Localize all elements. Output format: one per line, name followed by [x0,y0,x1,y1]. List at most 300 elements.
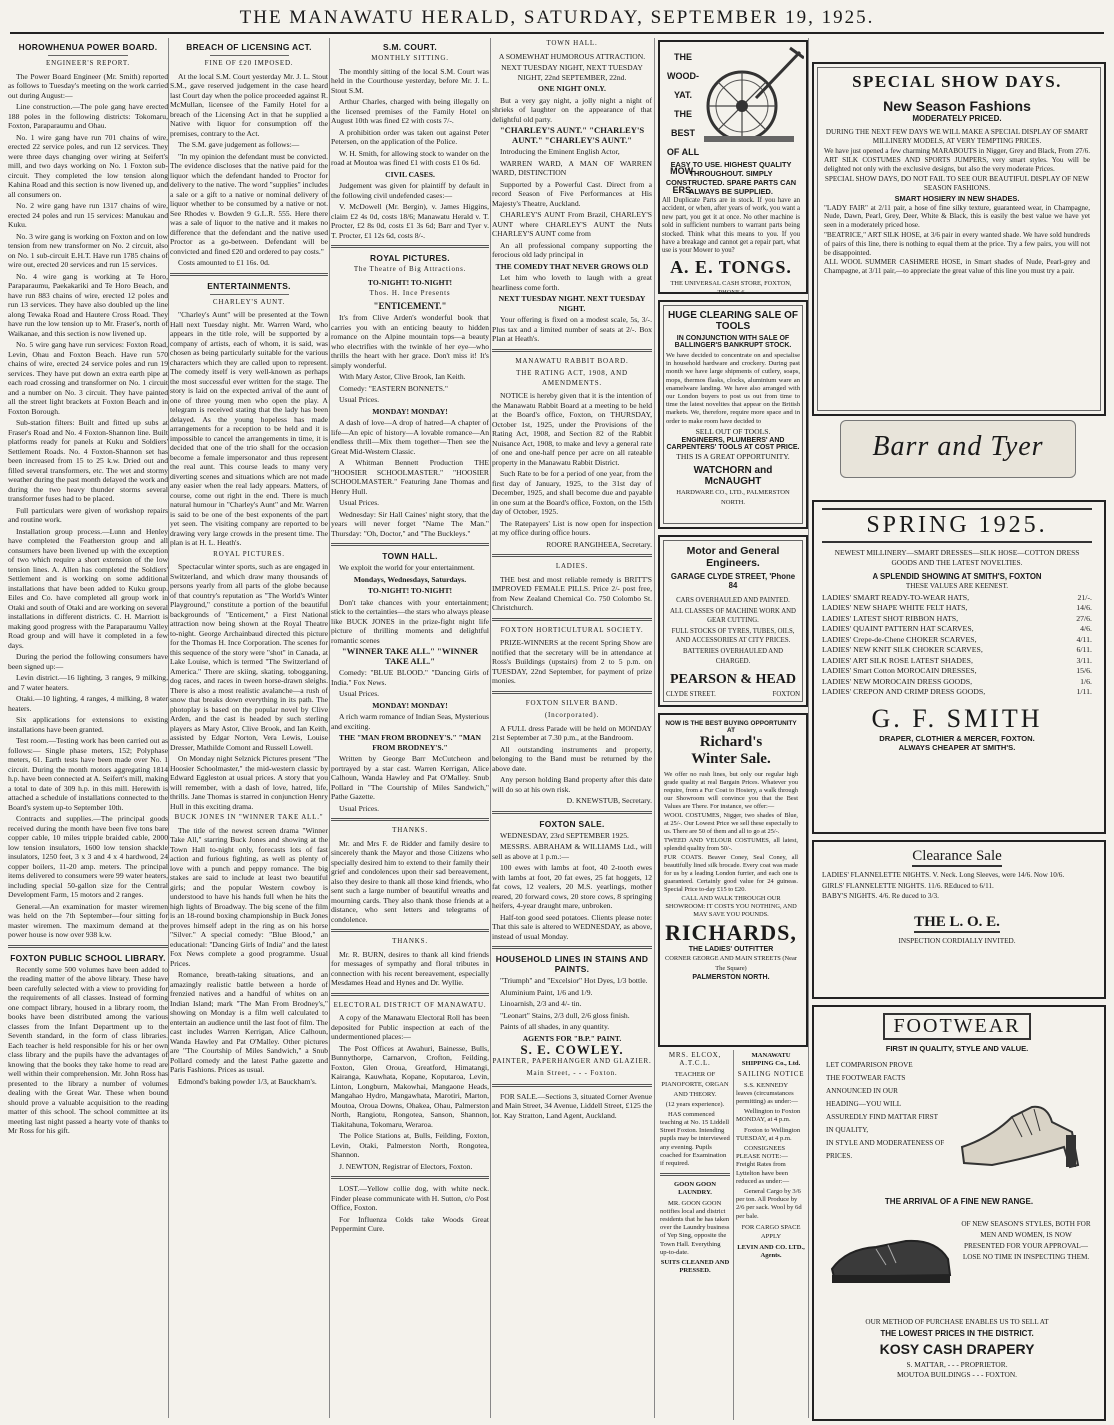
price-item: LADIES' NEW KNIT SILK CHOKER SCARVES, [822,645,983,655]
advertiser-name: KOSY CASH DRAPERY [879,1340,1035,1357]
paragraph: "Triumph" and "Excelsior" Hot Dyes, 1/3 bottle. [500,976,648,985]
article-subheading: BUCK JONES IN "WINNER TAKE ALL." [174,813,324,821]
advert-barr-tyer [812,62,1106,416]
show-title: "CHARLEY'S AUNT." "CHARLEY'S AUNT." "CHARLEY'S AUNT." [499,125,645,145]
shoe-icon [952,1077,1092,1177]
advert-line: YAT. [673,90,692,100]
price-row [822,677,1092,688]
advert-line: TO-NIGHT! TO-NIGHT! [367,277,453,287]
paragraph: A Whitman Bennett Production THE "HOOSIER SCHOOLMASTER." "HOOSIER SCHOOLMASTER." Featuring Jane Thomas and Henry Hull. [331,458,489,496]
article-heading: FOXTON PUBLIC SCHOOL LIBRARY. [10,952,166,963]
advert-item: FUR COATS. Beaver Coney, Seal Coney, all beautifully lined silk brocade. Every coat was made for us by a leading London furrier, and each one is guaranteed. Certainly good value for 24 guineas. Special Price to-day £15 to £20. [664,854,798,893]
paragraph: With Mary Astor, Clive Brook, Ian Keith. [339,372,466,381]
advert-line: Main Street, - - - Foxton. [526,1069,618,1077]
divider [331,245,489,248]
paragraph: HAS commenced teaching at No. 15 Liddell Street Foxton. Intending pupils may be interviewed any evening. Pupils coached for Examination if required. [660,1110,730,1167]
advert-footer: HARDWARE CO., LTD., PALMERSTON NORTH. [676,489,790,506]
price-value: 4/6. [1080,624,1092,634]
paragraph: During the period the following consumers have been signed up:— [8,652,168,671]
paragraph: Wellington to Foxton MONDAY, at 4 p.m. [736,1108,801,1124]
paragraph: A FULL dress Parade will be held on MONDAY 21st September at 7.30 p.m., at the Bandroom. [492,723,652,742]
paragraph: For Influenza Colds take Woods Great Peppermint Cure. [331,1214,489,1233]
advert-kosy-left-text [826,1059,946,1163]
price-item: LADIES' QUAINT PATTERN HAT SCARVES, [822,624,974,634]
paragraph: An all professional company supporting the ferocious old lady principal in [492,240,652,259]
paragraph: THE best and most reliable remedy is BRITT'S IMPROVED FEMALE PILLS. Price 2/- post free, from New Zealand Chemical Co. 750 Colombo St. Christchurch. [492,574,652,612]
advert-footer: THE LOWEST PRICES IN THE DISTRICT. [880,1328,1034,1338]
barr-tyer-logo [840,420,1076,478]
divider [331,1176,489,1179]
advert-line: THE [674,109,692,119]
paragraph: S.S. KENNEDY leaves (circumstances permitting) as under:— [736,1081,798,1106]
advert-footer: INSPECTION CORDIALLY INVITED. [898,936,1016,945]
paragraph: CONSIGNEES PLEASE NOTE:— Freight Rates from Lyttelton have been reduced as under:— [736,1145,790,1185]
small-ads-left [660,1050,730,1420]
advert-line: FULL STOCKS OF TYRES, TUBES, OILS, AND ACCESSORIES AT CITY PRICES. [671,627,795,645]
advert-line: WOOD- [667,71,699,81]
paragraph: Linoarnish, 2/3 and 4/- tin. [500,999,582,1008]
price-item: LADIES' Smart Cotton MOROCAIN DRESSES, [822,666,977,676]
advert-kosy-right-text: OF NEW SEASON'S STYLES, BOTH FOR MEN AND WOMEN, IS NOW PRESENTED FOR YOUR APPROVAL—LOSE NO TIME IN INSPECTING THEM. [961,1220,1091,1261]
paragraph: Such Rate to be for a period of one year, from the first day of January, 1925, to the 31st day of December, 1925, and shall become due and payable in one sum at the Board's office, Foxton, on the 15th day of October, 1925. [492,469,652,516]
logo-script: Barr and Tyer [872,431,1044,462]
paragraph: No. 3 wire gang is working on Foxton and on low tension from new transformer on No. 2 circuit, also on No. 1 sub-circuit E.H.T. Have run 1785 chains of wire out, erected 20 services and run 15 services. [8,231,168,269]
lawn-mower-icon [700,44,804,154]
advert-heading: Winter Sale. [691,751,771,767]
advert-kosy-body [822,1013,1092,1057]
paragraph: MR. GOON GOON notifies local and district residents that he has taken over the Laundry business of Yep Sing, opposite the Town Hall. Everything up-to-date. [660,1199,730,1256]
column-1 [8,38,168,1418]
paragraph: Usual Prices. [339,395,380,404]
divider [492,554,652,557]
divider [492,946,652,949]
paragraph: "Leonart" Stains, 2/3 dull, 2/6 gloss finish. [500,1010,630,1020]
divider [8,945,168,948]
advert-text: ART SILK COSTUMES AND SPORTS JUMPERS, very smart styles. You will be delighted not only with the exclusive designs, but also the very moderate Prices. [824,156,1090,174]
paragraph: Aluminium Paint, 1/6 and 1/9. [500,987,593,997]
paragraph: W. H. Smith, for allowing stock to wander on the road at Moutoa was fined £1 with costs £1 0s 6d. [331,148,489,167]
paragraph: No. 2 wire gang have run 1317 chains of wire, erected 24 poles and run 15 services: Manukau and Kuku. [8,201,168,229]
paragraph: Written by George Barr McCutcheon and portrayed by a star cast. Warren Kerrigan, Alice Calhoun, Wanda Hawley and Pat O'Malley. Snub Pollard in "The Courtship of Miles Sandwich," Pathe Gazette. [331,754,489,801]
film-title: "WINNER TAKE ALL." "WINNER TAKE ALL." [341,646,479,666]
advert-text: We offer no rush lines, but only our regular high grade quality at real Bargain Prices. Whatever you require, from a Fur Coat to Hosiery, a walk through our Showroom will convince you that the Best Values are There. For instance, we offer:— [664,771,798,810]
paragraph: General.—An examination for master wiremen was held on the 7th September—four sitting for master wiremen. The maximum demand at the power house is now over 938 k.w. [8,901,168,939]
paragraph: MESSRS. ABRAHAM & WILLIAMS Ltd., will sell as above at 1 p.m.:— [492,842,652,861]
advertiser-name: THE L. O. E. [914,914,1000,933]
advert-pearson-head [658,535,808,707]
advert-line: MONDAY! MONDAY! [372,700,448,710]
paragraph: Romance, breath-taking situations, and an amazingly realistic battle between a horde of frenzied natives and a handful of whites on an Indian Island; mark "The Man From Brodney's," showing on Monday is a film well calculated to entertain an audience until the last foot of film. The cast includes Warren Kerrigan, Alice Calhoun, Wanda Hawley and Pat O'Malley. Other pictures are "The Courtship of Miles Sandwich," a Snub Pollard comedy and the latest Pathe gazette and Paris Fashions. Prices as usual. [170,970,328,1074]
notice-heading: FOXTON SALE. [539,818,605,829]
advert-tools-body [666,310,800,508]
paragraph: FOR SALE.—Sections 3, situated Corner Avenue and Main Street, 34 Avenue, Liddell Street, £125 the lot. Kay Stratton, Land Agent, Auckland. [492,1091,652,1120]
column-rule [654,38,655,1418]
advert-subheading: A SPLENDID SHOWING AT SMITH'S, FOXTON [872,572,1042,582]
price-item: LADIES' Crepe-de-Chene CHOKER SCARVES, [822,634,977,644]
advert-text: "BEATRICE," ART SILK HOSE, at 3/6 pair in every wanted shade. We have sold hundreds of pairs of this line, there is nothing to equal them at the price. Try a few pairs, you will not be disappointed. [824,230,1090,257]
paragraph: Mr. R. BURN, desires to thank all kind friends for messages of sympathy and floral tributes in connection with his recent bereavement, especially Mesdames Head and Hynes and Dr. Wyllie. [331,949,489,987]
paragraph: Comedy: "EASTERN BONNETS." [339,383,448,393]
advert-line: BEST [670,128,695,138]
advert-text: "LADY FAIR" at 2/11 pair, a hose of fine silky texture, guaranteed wear, in Champagne, Nude, Dawn, Pearl, Grey, Deer, White & Black, this is easily the best value we have yet seen in a moderately priced hose. [824,203,1090,230]
paragraph: Introducing the Eminent English Actor, [500,147,620,156]
paragraph: A rich warm romance of Indian Seas, Mysterious and exciting. [331,712,489,731]
advert-line: AGENTS FOR "B.P." PAINT. [522,1033,622,1043]
advert-line: LET COMPARISON PROVE [826,1061,913,1069]
column-rule [490,38,491,1418]
advert-line: SUITS CLEANED AND PRESSED. [660,1259,730,1275]
paragraph: Wednesday: Sir Hall Caines' night story, that the years will never forget "Name The Man." Thursday: "Oh, Doctor," and "The Buckleys." [331,509,489,538]
price-row [822,614,1092,625]
divider [48,55,128,56]
paragraph: NEXT TUESDAY NIGHT, NEXT TUESDAY NIGHT, 22nd SEPTEMBER, 22nd. [501,63,643,82]
advert-footer: S. MATTAR, - - - PROPRIETOR. [906,1359,1008,1369]
paragraph: The Post Offices at Awahuri, Bainesse, Bulls, Bunnythorpe, Carnarvon, Crofton, Feilding, Foxton, Glen Oroua, Greatford, Himatangi, Kairanga, Kauwhata, Kopane, Koputaroa, Levin, Linton, Longburn, Makowhai, Mangaone Heads, Mangahao Hydro, Mangawhata, Marotiri, Marton, Moutoa, Oroua Downs, Ohakea, Ohau, Palmerston North, Rangiotu, Rongotea, Sanson, Shannon, Tiakitahuna, Tokomaru, Weraroa. [331,1043,489,1129]
paragraph: A prohibition order was taken out against Peter Petersen, on the application of the Police. [331,127,489,146]
price-row [822,603,1092,614]
advert-heading: Motor and General Engineers. [686,545,780,569]
advert-pearson-body [666,545,800,698]
advert-line: THE [674,52,692,62]
advert-heading: EASY TO USE. HIGHEST QUALITY THROUGHOUT. SIMPLY CONSTRUCTED. SPARE PARTS CAN ALWAYS BE SUPPLIED. [665,160,797,196]
divider [170,273,328,276]
advert-line: THE FOOTWEAR FACTS [826,1074,906,1082]
notice-subheading: (Incorporated). [544,711,600,719]
price-item: LADIES' NEW MOROCAIN DRESS GOODS, [822,676,973,686]
paragraph: Six applications for extensions to existing installations have been granted. [8,715,168,734]
advert-line: ANNOUNCED IN OUR [826,1087,898,1095]
advertiser-name: A. E. TONGS. [670,256,792,277]
paragraph: Test room.—Testing work has been carried out as follows:— Single phase meters, 152; Polyphase meters, 61. Earth tests have been made over No. 1 circuit. During the month motors aggregating 1814 h.p. have been connected at A. Seifert's mill, making a total to date of 309 h.p. in this mill. Herewith is attached a schedule of installations connected to the Board's system up-to September 10th. [8,736,168,812]
advert-text: We have decided to concentrate on and specialise in household hardware and crockery. During past month we have large shipments of cutlery, soaps, mops, thermos flasks, clocks, aluminium ware an enamelware landing. We have also arranged with our London buyers to post us out from time to time the latest novelties that appear on the British markets. We, therefore, require more space and in order to make room have decided to [666,352,800,425]
advert-kosy-arrival [826,1197,1092,1206]
advert-line: FOR CARGO SPACE APPLY [741,1223,801,1241]
paragraph: Edmond's baking powder 1/3, at Bauckham's. [178,1076,317,1086]
paragraph: WARREN WARD, A MAN OF WARREN WARD, DISTINCTION [492,158,652,177]
advert-footer: PALMERSTON NORTH. [692,974,770,982]
paragraph: Let him who loveth to laugh with a great hearliness come forth. [492,273,652,292]
price-value: 21/-. [1077,592,1092,602]
paragraph: Don't take chances with your entertainment; stick to the certainties—the stars who always please like BUCK JONES in the prize-fight night life picture of thrilling moments and delightful romantic scenes [331,597,489,645]
advert-item: LADIES' FLANNELETTE NIGHTS. V. Neck. Long Sleeves, were 14/6. Now 10/6. [822,871,1065,879]
advert-text: SPECIAL SHOW DAYS, DO NOT FAIL TO SEE OUR BEAUTIFUL DISPLAY OF NEW SEASON FASHIONS. [824,174,1090,192]
column-2 [170,38,328,1418]
advert-footer: OUR METHOD OF PURCHASE ENABLES US TO SELL AT [865,1318,1049,1326]
paragraph: Contracts and supplies.—The principal goods received during the month have been five tons bare copper cable, 10 miles tripple braided cable, 2000 low tension insulators, 1600 low tension shackle insulators, 1250 feet, 3 x 3 and 4 x 4 hardwood, 24 copper boilers, 11-20 amp. meters. The principal items delivered to consumers were 99 water heaters, including special 50-gallon size for the Central Development Farm, 15 motors and 2 ranges. [8,814,168,899]
advert-subheading: MODERATELY PRICED. [912,114,1002,123]
price-item: LADIES' NEW SHAPE WHITE FELT HATS, [822,603,968,613]
notice-subheading: THE RATING ACT, 1908, AND AMENDMENTS. [516,369,628,387]
advert-heading: SPECIAL SHOW DAYS. [852,72,1062,91]
notice-heading: FOXTON HORTICULTURAL SOCIETY. [500,625,644,634]
paragraph: A SOMEWHAT HUMOROUS ATTRACTION. [498,51,646,61]
paragraph: Mr. and Mrs F. de Ridder and family desire to sincerely thank the Mayor and those Citizens who specially desired him to extend to their family their grief and condolences upon their sad bereavement, also they desire to thank all those kind friends, who sent such a large number of beautiful wreaths and mourning cards. They also thank those friends at a distance, who sent letters and telegrams of condolence. [331,838,489,924]
article-heading: S.M. COURT. [382,42,437,52]
article-heading: HOROWHENUA POWER BOARD. [18,42,158,52]
small-ads-right [736,1050,806,1420]
advert-heading: Clearance Sale [912,848,1002,867]
paragraph: No. 5 wire gang have run services: Foxton Road, Levin, Ohau and Foxton Beach. Have run 570 chains of wire, erected 24 service poles and run 19 services. They have put down an extra earth pipe at each road crossing and transformer on No. 1 circuit and a number on No. 3 circuit. They have painted all the street light brackets at Foxton Beach and in Foxton Borough. [8,340,168,416]
advert-richards-body [664,720,798,981]
notice-heading: MANAWATU RABBIT BOARD. [515,356,629,365]
column-rule [168,38,169,1418]
advert-line: ERS. [672,185,694,195]
paragraph: Spectacular winter sports, such as are engaged in Switzerland, and which draw many thousands of persons yearly from all parts of the globe because of that country's reputation as "The World's Winter Playground," constitute a portion of the beautiful backgrounds of "Enticement," a First National attraction now being shown at the Royal Theatre to-night. George Archainbaud directed this picture for the Thomas H. Ince Corporation. The scenes for this sequence of the story were "shot" in Canada, at Lake Louise, which is termed "The Switzerland of America." There are skiing, skating, tobogganing, dog races, and races in tween horse-drawn sleighs. There is also a most realistic avalanche—a rush of snow that breaks down everything in its path. The photoplay is based on the popular novel by Clive Arden, and the cast is headed by such sterling players as Mary Astor, Clive Brook, and Ian Keith, assisted by Edgar Norton, Vera Lewis, Louise Dresser, Mathilde Comont and Russell Lowell. [170,562,328,752]
advert-line: BATTERIES OVERHAULED AND CHARGED. [682,647,784,665]
paragraph: NOTICE is hereby given that it is the intention of the Manawatu Rabbit Board at a meeting to be held at the Board's office, Foxton, on THURSDAY, October 1st, 1925, under the Provisions of the Rating Act, 1908, and Section 82 of the Rabbit Nuisance Act, 1908, to make and levy a general rate of one and one-half pence per acre on all rateable property in the Manawatu Rabbit District. [492,391,652,467]
advert-line: (12 years experience). [665,1101,725,1109]
mens-shoe-illustration [826,1219,956,1299]
price-list [822,593,1092,698]
paragraph: V. McDowell (Mr. Bergin), v. James Higgins, claim £2 4s 0d, costs 18/6; Manawatu Herald v. T. Procter, £2 8s 0d, costs £1 3s 6d; Barr and Tyer v. T. Procter, £1 12s 6d, costs 8/-. [331,202,489,240]
advert-item: BABY'S NIGHTS. 4/6. Re duced to 3/3. [822,892,939,901]
divider [492,811,652,814]
advert-heading: FOOTWEAR [883,1013,1030,1040]
paragraph: Line construction.—The pole gang have erected 188 poles in the following districts: Tokomaru, Foxton, Paraparaumu and Ohau. [8,102,168,130]
column-rule [329,38,330,1418]
advert-barr-body [824,72,1090,277]
notice-heading: ELECTORAL DISTRICT OF MANAWATU. [333,1000,487,1009]
section-label: CIVIL CASES. [385,169,435,179]
advert-line: PAINTER, PAPERHANGER AND GLAZIER. [492,1056,652,1065]
advert-footer: MOUTOA BUILDINGS - - - FOXTON. [896,1370,1018,1380]
advert-footer: THE UNIVERSAL CASH STORE, FOXTON, 'PHONE 6 [670,279,792,297]
advert-tongs-body [662,160,800,299]
paragraph: D. KNEWSTUB, Secretary. [566,796,652,805]
divider [660,1173,730,1176]
paragraph: Sub-station filters: Built and fitted up subs at Fraser's Road and No. 4 Foxton-Shannon line. Built platforms ready for panels at Kuku and Soldiers' Settlement Roads. No. 4 Foxton-Shannon set has been increased from 15 to 25 k.w. Dried out and filled several transformers, etc. The wet and stormy weather during the past month delayed the work and during the two heavy thunder storms several transformer fuses had to be placed. [8,418,168,503]
advertiser-name: PEARSON & HEAD [669,672,796,688]
advert-heading: HOUSEHOLD LINES IN STAINS AND PAINTS. [495,954,649,974]
advert-subheading: IN CONJUNCTION WITH SALE OF BALLINGER'S BANKRUPT STOCK. [674,335,792,349]
advert-subheading: THE ARRIVAL OF A FINE NEW RANGE. [884,1197,1034,1206]
paragraph: A copy of the Manawatu Electoral Roll has been deposited for Public inspection at each of the undermentioned places:— [331,1013,489,1041]
advert-footer [666,691,800,698]
paragraph: Costs amounted to £1 16s. 0d. [178,258,270,267]
advert-line: CARS OVERHAULED AND PAINTED. [676,597,790,604]
paragraph: PRIZE-WINNERS at the recent Spring Show are notified that the secretary will be in attendance at Ross's Buildings (upstairs) from 2 to 5 p.m. on TUESDAY, 22nd September, for payment of prize monies. [492,638,652,685]
advertiser-name: Richard's [699,734,763,750]
divider [210,294,289,295]
advert-footer: DRAPER, CLOTHIER & MERCER, FOXTON. [879,733,1035,743]
paragraph: LOST.—Yellow collie dog, with white neck. Finder please communicate with H. Sutton, c/o Post Office, Foxton. [331,1184,489,1212]
paragraph: The Power Board Engineer (Mr. Smith) reported as follows to Tuesday's meeting on the work carried out during August:— [8,71,168,100]
paragraph: Usual Prices. [339,498,380,507]
advert-line: ONE NIGHT ONLY. [538,84,606,93]
article-subheading: FINE OF £20 IMPOSED. [204,59,294,67]
price-value: 6/11. [1076,645,1092,655]
paragraph: Recently some 500 volumes have been added to the reading matter of the above library. These have been carefully selected with a view to providing for the requirements of all classes. Instead of forming one compact library, housed in a library room, the books have been distributed among the various classes from the Infant Department up to the Seventh standard, in the form of class libraries. Each teacher is held responsible for his or her own class library and the pupils have the advantages of knowing that the books they take home to read are well within their comprehension. Mr. John Ross has presented to the library a number of volumes dealing with the Great War. These when bound should prove a valuable acquisition to the reading matter of this school. The school committee at its meeting last night passed a hearty vote of thanks to Mr Ross for his gift. [8,964,168,1135]
advert-item: WOOL COSTUMES, Nigger, two shades of Blue, at 25/-. Our Lowest Price we sell these especially to us. There are 50 of them and all to go at 25/-. [664,812,798,835]
advert-item: GIRLS' FLANNELETTE NIGHTS. 11/6. REduced to 6/11. [822,881,994,890]
price-row [822,624,1092,635]
paragraph: It's from Clive Arden's wonderful book that carries you with an enticing beauty to hidden romance on the Alpine mountain tops—a beauty who electrifies with the twinkle of her eye—who thrills the heart with her grace. Don't miss it! It's simply wonderful. [331,313,489,370]
paragraph: The Police Stations at, Bulls, Feilding, Foxton, Levin, Otaki, Palmerston North, Rongotea, Shannon. [331,1131,489,1159]
divider [331,818,489,821]
advert-text: NEWEST MILLINERY—SMART DRESSES—SILK HOSE—COTTON DRESS GOODS AND THE LATEST NOVELTIES. [834,548,1080,567]
notice-heading: MRS. ELCOX, A.T.C.L. [668,1051,722,1068]
advert-line: ENGINEERS, PLUMBERS' AND CARPENTERS' TOOLS AT COST PRICE. [666,437,800,452]
advert-text: All Duplicate Parts are in stock. If you have an accident, or when, after years of work, you want a new part, you get it at once. No other machine is sold in sufficient numbers to warrant parts being stocked. Think what this means to you. If you have a breakage and cannot get a repair part, what use is your Mower to you? [662,197,800,255]
price-row [822,635,1092,646]
price-value: 1/6. [1080,676,1092,686]
paragraph: Full particulars were given of workshop repairs and routine work. [8,505,168,524]
advert-line: THIS IS A GREAT OPPORTUNITY. [676,452,790,462]
advert-line: CALL AND WALK THROUGH OUR SHOWROOM: IT COSTS YOU NOTHING, AND MAY SAVE YOU POUNDS. [665,895,797,918]
notice-heading: MANAWATU SHIPPING Co., Ltd. [741,1052,801,1068]
paragraph: A dash of love—A drop of hatred—A chapter of life—An epic of history—A lovable romance—An endless thrill—Mix them together—Then see the Great Mid-Western Classic. [331,418,489,456]
advert-smith-body [822,508,1092,752]
paragraph: No. 1 wire gang have run 701 chains of wire, erected 22 service poles, and run 12 services. They were three days changing over wiring at Seifert's mill, and two days working on No. 1 Foxton sub-circuit. They completed the low tension along Kahina Road and this section is now livened up, and all consumers on. [8,132,168,199]
price-value: 15/6. [1076,666,1092,676]
advert-text: ALL WOOL SUMMER CASHMERE HOSE, in Smart shades of Nude, Pearl-grey and Champagne, at 3/11 pair,—to appreciate the great value of this line you must try a pair. [824,258,1090,276]
paragraph: Levin district.—16 lighting, 3 ranges, 9 milking, and 7 water heaters. [8,673,168,692]
paragraph: No. 4 wire gang is working at Te Horo, Paraparaumu, Paekakariki and Te Horo Beach, and have run 883 chains of wire, erected 12 poles and run 13 services. They have also doubled up the line along Tewaka Road and Hautere Cross Road. They have run the low tension up to Mr. Fraser's, north of Waikanae, and this section is now livened up. [8,271,168,338]
paragraph: All outstanding instruments and property, belonging to the Band must be returned by the above date. [492,744,652,773]
divider [492,349,652,352]
advert-line: HEADING—YOU WILL [826,1100,902,1108]
advert-line: Mondays, Wednesdays, Saturdays. [353,574,467,584]
price-row [822,656,1092,667]
paragraph: Foxton to Wellington TUESDAY, at 4 p.m. [736,1126,801,1142]
divider [331,993,489,996]
address-street: CLYDE STREET. [666,691,716,699]
advert-line: NEXT TUESDAY NIGHT. NEXT TUESDAY NIGHT. [498,294,646,313]
price-row [822,666,1092,677]
advertiser-name: S. E. COWLEY. [520,1042,624,1057]
address-town: FOXTON [772,691,800,699]
price-row [822,645,1092,656]
advert-subheading: GARAGE CLYDE STREET, 'Phone 84 [670,572,796,590]
price-value: 4/11. [1076,634,1092,644]
article-subheading: MONTHLY SITTING. [371,54,449,62]
paragraph: J. NEWTON, Registrar of Electors, Foxton. [339,1161,473,1171]
paragraph: CHARLEY'S AUNT From Brazil, CHARLEY'S AUNT where CHARLEY'S AUNT the Nuts CHARLEY'S AUNT come from [492,210,652,238]
price-item: LADIES' CREPON AND CRIMP DRESS GOODS, [822,687,986,697]
advert-loe-body [822,848,1092,947]
advert-subheading: FIRST IN QUALITY, STYLE AND VALUE. [885,1044,1029,1053]
masthead: THE MANAWATU HERALD, SATURDAY, SEPTEMBER 19, 1925. [10,4,1104,34]
paragraph: We exploit the world for your entertainment. [339,563,475,572]
paragraph: Usual Prices. [339,803,380,813]
advert-text: SMART HOSIERY IN NEW SHADES. [894,193,1020,203]
paragraph: Supported by a Powerful Cast. Direct from a record Season of Five Performances at His Majesty's Theatre, Auckland. [492,179,652,208]
advert-line: TEACHER OF PIANOFORTE, ORGAN AND THEORY. [661,1071,729,1098]
paragraph: Otaki.—10 lighting, 4 ranges, 4 milking, 8 water heaters. [8,694,168,713]
notice-heading: LADIES. [555,562,589,570]
column-rule [733,1050,734,1420]
notice-heading: THANKS. [392,937,428,945]
advert-heading: SPRING 1925. [822,508,1092,543]
advert-footer: LEVIN AND CO. LTD., Agents. [737,1244,805,1260]
notice-heading: THANKS. [392,826,428,834]
paragraph: "Charley's Aunt" will be presented at the Town Hall next Tuesday night. Mr. Warren Ward, who appears in the title role, will be supported by a company of artists, each of whom, it is said, was chosen as being particularly suitable for the various characters which they are called upon to represent. The comedy itself is very well-known as perhaps the most successful ever written for the stage. The story is laid on the expected arrival of the aunt of one of three young men who open the play. A telegram is received stating that the lady has been delayed. As the young hopeless has made arrangements for a reception to be held and it is impossible to cancel the arrangements in time, it is decided that one of the trio shall for the occasion become a female impersonator and thus represent the real aunt. This course leads to many very diverting scenes and situations which are not made any easier when the real lady appears. Matters, of course, come out right in the end. There is much natural humour in "Charley's Aunt" and Mr. Warren is said to be one of the best exponents of the part yet seen. The visiting company are reported to be drawing very large crowds in the present time. The plan is at H. L. Heath's. [170,310,328,547]
price-value: 27/6. [1076,613,1092,623]
advert-kosy-drapery [812,1005,1106,1421]
divider [492,1084,652,1087]
column-3 [331,38,489,1418]
advert-tools-sale [658,300,808,529]
paragraph: Judgement was given for plaintiff by default in the following civil undefended cases:— [331,181,489,200]
advert-line: ALL CLASSES OF MACHINE WORK AND GEAR CUTTING. [670,607,796,625]
price-row [822,593,1092,604]
paragraph: On Monday night Selznick Pictures present "The Hoosier Schoolmaster," the mid-western classic by Edward Eggleston at usual prices. A story that you will remember, with a dash of love, hatred, life, thrills. Jane Thomas is starred in conjunction Henry Hull in this exciting drama. [170,754,328,811]
price-item: LADIES' ART SILK ROSE LATEST SHADES, [822,655,973,665]
paragraph: The monthly sitting of the local S.M. Court was held in the Courthouse yesterday, before Mr. J. L. Stout S.M. [331,66,489,95]
paragraph: Half-ton good seed potatoes. Clients please note: That this sale is altered to WEDNESDAY, as above, instead of usual Monday. [492,912,652,941]
advert-line: OF ALL [666,147,700,157]
film-title: THE "MAN FROM BRODNEY'S." "MAN FROM BRODNEY'S." [339,733,481,752]
film-title: "ENTICEMENT." [373,300,447,311]
price-item: LADIES' LATEST SHOT RIBBON HATS, [822,613,959,623]
advert-line: SELL OUT OF TOOLS. [695,426,771,436]
advert-subheading: THESE VALUES ARE KEENEST. [905,582,1009,591]
column-rule [808,38,809,1418]
paragraph: Arthur Charles, charged with being illegally on the licensed premises of the Family Hotel on August 10th was fined £2 with costs 7/-. [331,97,489,125]
divider [492,618,652,621]
advert-line: TO-NIGHT! TO-NIGHT! [367,586,453,595]
paragraph: Comedy: "BLUE BLOOD." "Dancing Girls of India." Fox News. [331,668,489,687]
advert-kosy-footer [822,1317,1092,1381]
column-4 [492,38,652,1418]
advert-subheading: The Theatre of Big Attractions. [353,265,467,273]
advert-richards [658,713,808,1047]
paragraph: "In my opinion the defendant must be convicted. The evidence discloses that the native paid for the liquor which the defendant handed to Proctor for delivery to the native. The word "supplies" includes a sale or a gift to a native or nominal delivery of liquor whether to be consumed by a native or not. See Rhodes v. Bowden 9 G.L.R. 555. Here there was a sale of liquor to the native and it makes no difference that the defendant and the native used Proctor as a go-between. Defendant will be convicted and fined £20 and ordered to pay costs." [170,151,328,256]
article-subheading: CHARLEY'S AUNT. [212,297,286,306]
shoe-icon [826,1219,956,1299]
advert-line: MOW- [670,166,696,176]
paragraph: But a very gay night, a jolly night a night of shrieks of laughter on the appearance of that delightful old party. [492,95,652,124]
advert-heading: HUGE CLEARING SALE OF TOOLS [667,310,798,332]
paragraph: Paints of all shades, in any quantity. [500,1022,610,1031]
ladies-shoe-illustration [952,1077,1092,1177]
advert-heading: TOWN HALL. [382,551,438,561]
paragraph: ROORE RANGIHEEA, Secretary. [546,539,652,549]
paragraph: Usual Prices. [339,689,380,698]
price-value: 3/11. [1076,655,1092,665]
article-subheading: ENGINEER'S REPORT. [46,59,130,67]
advert-heading: TOWN HALL. [546,39,598,47]
article-subheading: ROYAL PICTURES. [213,549,285,558]
advertiser-name: WATCHORN and McNAUGHT [693,465,773,488]
advert-line: NOW IS THE BEST BUYING OPPORTUNITY AT [665,720,797,734]
advert-gf-smith [812,500,1106,834]
divider [210,55,289,56]
notice-subheading: SAILING NOTICE [737,1070,805,1079]
paragraph: WEDNESDAY, 23rd SEPTEMBER 1925. [500,830,629,840]
paragraph: Any person holding Band property after this date will do so at his own risk. [492,775,652,794]
advert-line: IN STYLE AND MODERATENESS OF PRICES. [826,1139,945,1160]
paragraph: The title of the newest screen drama "Winner Take All," starring Buck Jones and showing at the Town Hall to-night only, forecasts lots of fast action and furious fighting, as well as plenty of love with a punch and peppy romance. The big stakes are said to include at least two beautiful girls; and the popular Western cowboy is understood to have his hands full when he hits the high lights of Broadway. The big scene of the film is an 18-round boxing championship in Buck Jones proves himself adept in the ring as on his horse "Silver." A special comedy: "Blue Blood," an educational: "Dancing Girls of India" and the latest Fox News complete a good programme. Usual Prices. [170,825,328,968]
advert-footer: CORNER GEORGE AND MAIN STREETS (Near The Square) [665,955,797,972]
price-value: 14/6. [1076,603,1092,613]
paragraph: Installation group process.—Lunn and Henley have completed the Featherston group and all consumers have been livened up with the exception of two which require a short extension of the low tension lines. A. Allen has completed the Soldiers' Settlement and is working on some additional installations that have been added to Kuku group. Eiles and Co. have completed all group work in Otaki and south of Otaki and are working on several installations in different districts. C. H. Marriott is making good progress with the Paraparaumu Valley Road group and will have it completed in a few days. [8,526,168,650]
divider [492,691,652,694]
paragraph: General Cargo by 3/6 per ton. All Produce by 2/6 per sack. Wool by 6d per bale. [736,1188,802,1220]
advertiser-name: RICHARDS, [665,920,797,945]
paragraph: The Ratepayers' List is now open for inspection at my office during office hours. [492,518,652,537]
lawn-mower-illustration [700,44,804,154]
advert-item: TWEED AND VELOUR COSTUMES, all latest, splendid quality from 50/-. [664,837,798,852]
price-value: 1/11. [1076,687,1092,697]
advert-line: THE COMEDY THAT NEVER GROWS OLD [495,261,649,271]
divider [331,543,489,546]
paragraph: The S.M. gave judgement as follows:— [178,140,300,149]
advert-line: ASSUREDLY FIND MATTAR FIRST IN QUALITY, [826,1113,938,1134]
divider [331,929,489,932]
advert-heading: ROYAL PICTURES. [370,253,450,263]
advert-footer: THE LADIES' OUTFITTER [688,946,774,953]
